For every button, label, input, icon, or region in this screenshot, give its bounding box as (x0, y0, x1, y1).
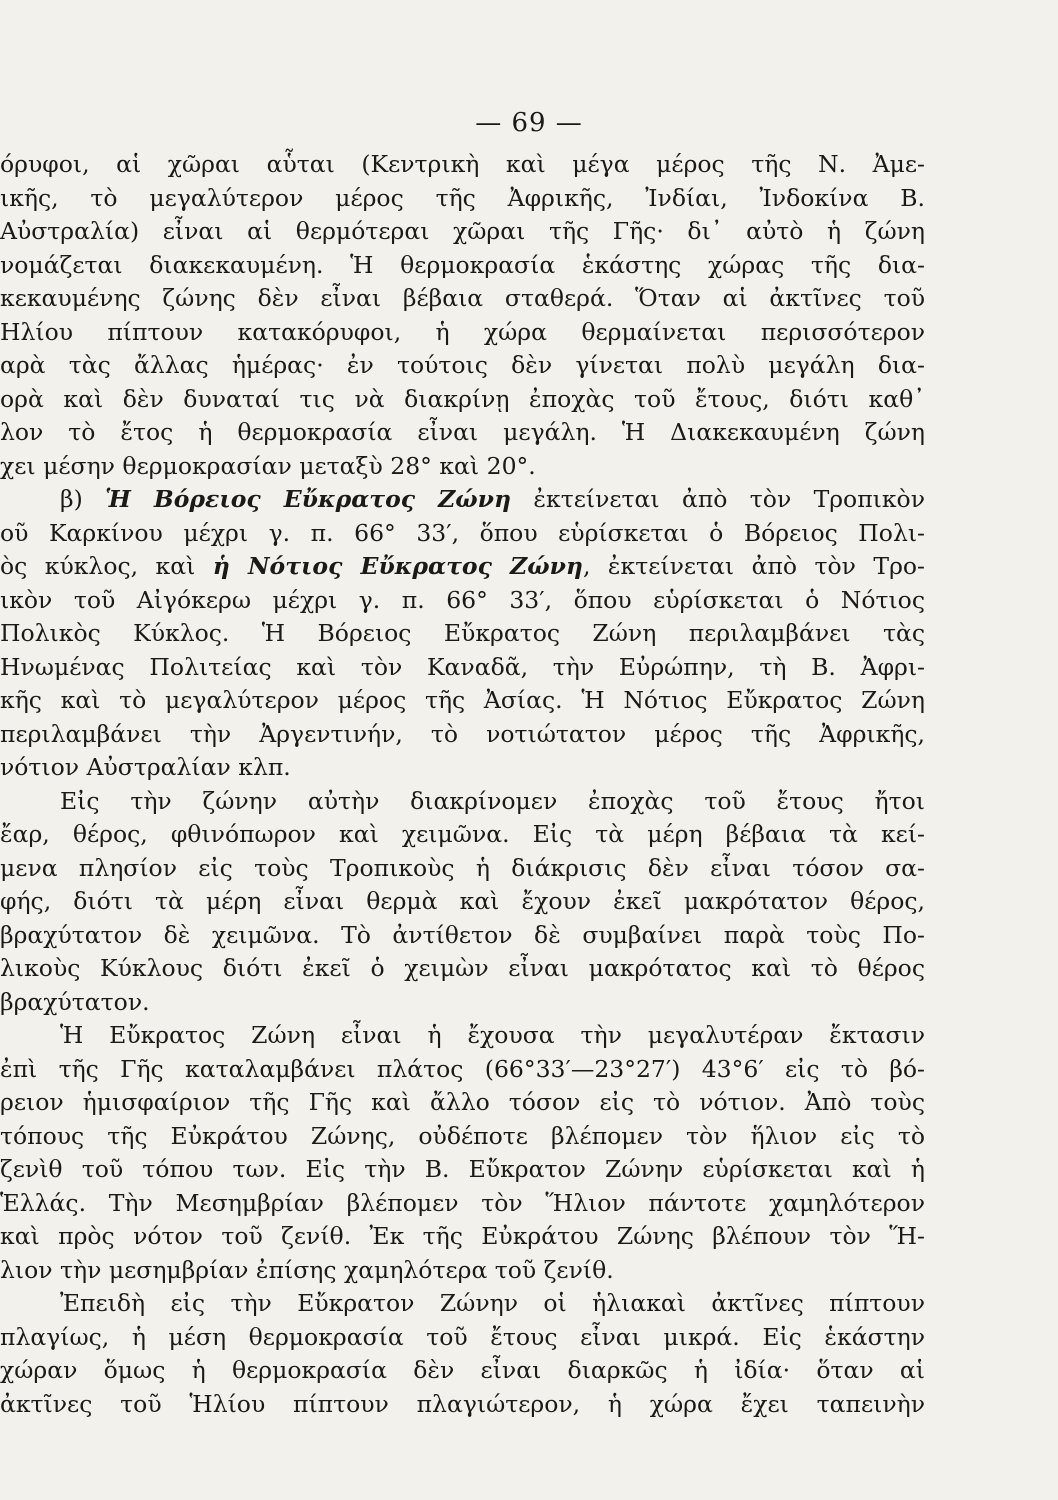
text-line: Ἡ Εὔκρατος Ζώνη εἶναι ἡ ἔχουσα τὴν μεγαλυτέραν ἔκτασιν (60, 1021, 925, 1049)
text-line: Πολικὸς Κύκλος. Ἡ Βόρειος Εὔκρατος Ζώνη περιλαμβάνει τὰς (0, 619, 925, 647)
text-line: Εἰς τὴν ζώνην αὐτὴν διακρίνομεν ἐποχὰς τοῦ ἔτους ἤτοι (60, 786, 925, 815)
text-line: φής, διότι τὰ μέρη εἶναι θερμὰ καὶ ἔχουν ἐκεῖ μακρότατον θέρος, (0, 887, 925, 915)
text-line: χώραν ὅμως ἡ θερμοκρασία δὲν εἶναι διαρκῶς ἡ ἰδία· ὅταν αἱ (0, 1356, 925, 1384)
text-line: νότιον Αὐστραλίαν κλπ. (0, 753, 291, 781)
text-line: Ηνωμένας Πολιτείας καὶ τὸν Καναδᾶ, τὴν Εὐρώπην, τὴ Β. Ἀφρι- (0, 652, 925, 681)
text-line: ἔαρ, θέρος, φθινόπωρον καὶ χειμῶνα. Εἰς τὰ μέρη βέβαια τὰ κεί- (0, 820, 925, 848)
text-line: καὶ πρὸς νότον τοῦ ζενίθ. Ἐκ τῆς Εὐκράτου Ζώνης βλέπουν τὸν Ἥ- (0, 1222, 925, 1250)
text-line: κῆς καὶ τὸ μεγαλύτερον μέρος τῆς Ἀσίας. Ἡ Νότιος Εὔκρατος Ζώνη (0, 686, 925, 714)
bold-term: Ἡ Βόρειος Εὔκρατος Ζώνη (105, 485, 512, 513)
text-line: ἀκτῖνες τοῦ Ἡλίου πίπτουν πλαγιώτερον, ἡ χώρα ἔχει ταπεινὴν (0, 1389, 925, 1418)
text-line: ικὸν τοῦ Αἰγόκερω μέχρι γ. π. 66° 33′, ὅπου εὑρίσκεται ὁ Νότιος (0, 585, 925, 614)
text-line: αρὰ τὰς ἄλλας ἡμέρας· ἐν τούτοις δὲν γίνεται πολὺ μεγάλη δια- (0, 351, 925, 379)
text-run: ὸς κύκλος, καὶ (0, 552, 213, 580)
text-line: Ἐπειδὴ εἰς τὴν Εὔκρατον Ζώνην οἱ ἡλιακαὶ ἀκτῖνες πίπτουν (60, 1289, 925, 1317)
text-line: Αὐστραλία) εἶναι αἱ θερμότεραι χῶραι τῆς Γῆς· δι᾽ αὐτὸ ἡ ζώνη (0, 217, 925, 245)
text-run: , ἐκτείνεται ἀπὸ τὸν Τρο- (582, 552, 925, 580)
text-line: ἐπὶ τῆς Γῆς καταλαμβάνει πλάτος (66°33′—23°27′) 43°6′ εἰς τὸ βό- (0, 1054, 925, 1083)
text-line: μενα πλησίον εἰς τοὺς Τροπικοὺς ἡ διάκρισις δὲν εἶναι τόσον σα- (0, 853, 925, 882)
text-line: λιον τὴν μεσημβρίαν ἐπίσης χαμηλότερα τοῦ ζενίθ. (0, 1255, 614, 1284)
text-line: λικοὺς Κύκλους διότι ἐκεῖ ὁ χειμὼν εἶναι μακρότατος καὶ τὸ θέρος (0, 954, 925, 982)
text-line: Ἑλλάς. Τὴν Μεσημβρίαν βλέπομεν τὸν Ἥλιον πάντοτε χαμηλότερον (0, 1188, 925, 1217)
text-line: οῦ Καρκίνου μέχρι γ. π. 66° 33′, ὅπου εὑρίσκεται ὁ Βόρειος Πολι- (0, 518, 925, 547)
text-line (0, 550, 925, 584)
text-line: ορὰ καὶ δὲν δυναταί τις νὰ διακρίνῃ ἐποχὰς τοῦ ἔτους, διότι καθ᾽ (0, 384, 925, 413)
text-line: όρυφοι, αἱ χῶραι αὗται (Κεντρικὴ καὶ μέγα μέρος τῆς Ν. Ἀμε- (0, 150, 925, 178)
body-text (0, 148, 925, 1421)
text-line: βραχύτατον. (0, 987, 150, 1016)
text-line: ρειον ἡμισφαίριον τῆς Γῆς καὶ ἄλλο τόσον εἰς τὸ νότιον. Ἀπὸ τοὺς (0, 1088, 925, 1116)
text-line: ζενὶθ τοῦ τόπου των. Εἰς τὴν Β. Εὔκρατον Ζώνην εὑρίσκεται καὶ ἡ (0, 1155, 925, 1183)
text-line: περιλαμβάνει τὴν Ἀργεντινήν, τὸ νοτιώτατον μέρος τῆς Ἀφρικῆς, (0, 719, 925, 748)
text-line: νομάζεται διακεκαυμένη. Ἡ θερμοκρασία ἑκάστης χώρας τῆς δια- (0, 250, 925, 279)
page-number: — 69 — (475, 108, 583, 138)
text-line: βραχύτατον δὲ χειμῶνα. Τὸ ἀντίθετον δὲ συμβαίνει παρὰ τοὺς Πο- (0, 920, 925, 949)
text-line: ικῆς, τὸ μεγαλύτερον μέρος τῆς Ἀφρικῆς, Ἰνδίαι, Ἰνδοκίνα Β. (0, 183, 925, 212)
text-line: τόπους τῆς Εὐκράτου Ζώνης, οὐδέποτε βλέπομεν τὸν ἥλιον εἰς τὸ (0, 1121, 925, 1150)
text-line (0, 483, 925, 517)
text-line: Ηλίου πίπτουν κατακόρυφοι, ἡ χώρα θερμαίνεται περισσότερον (0, 317, 925, 346)
text-line: πλαγίως, ἡ μέση θερμοκρασία τοῦ ἔτους εἶναι μικρά. Εἰς ἑκάστην (0, 1322, 925, 1351)
bold-term: ἡ Νότιος Εὔκρατος Ζώνη (212, 552, 583, 580)
text-line: χει μέσην θερμοκρασίαν μεταξὺ 28° καὶ 20°. (0, 451, 536, 480)
text-line: κεκαυμένης ζώνης δὲν εἶναι βέβαια σταθερά. Ὅταν αἱ ἀκτῖνες τοῦ (0, 284, 925, 312)
text-run: β) (60, 485, 106, 513)
text-run: ἐκτείνεται ἀπὸ τὸν Τροπικὸν (511, 485, 925, 513)
text-line: λον τὸ ἔτος ἡ θερμοκρασία εἶναι μεγάλη. Ἡ Διακεκαυμένη ζώνη (0, 418, 925, 446)
